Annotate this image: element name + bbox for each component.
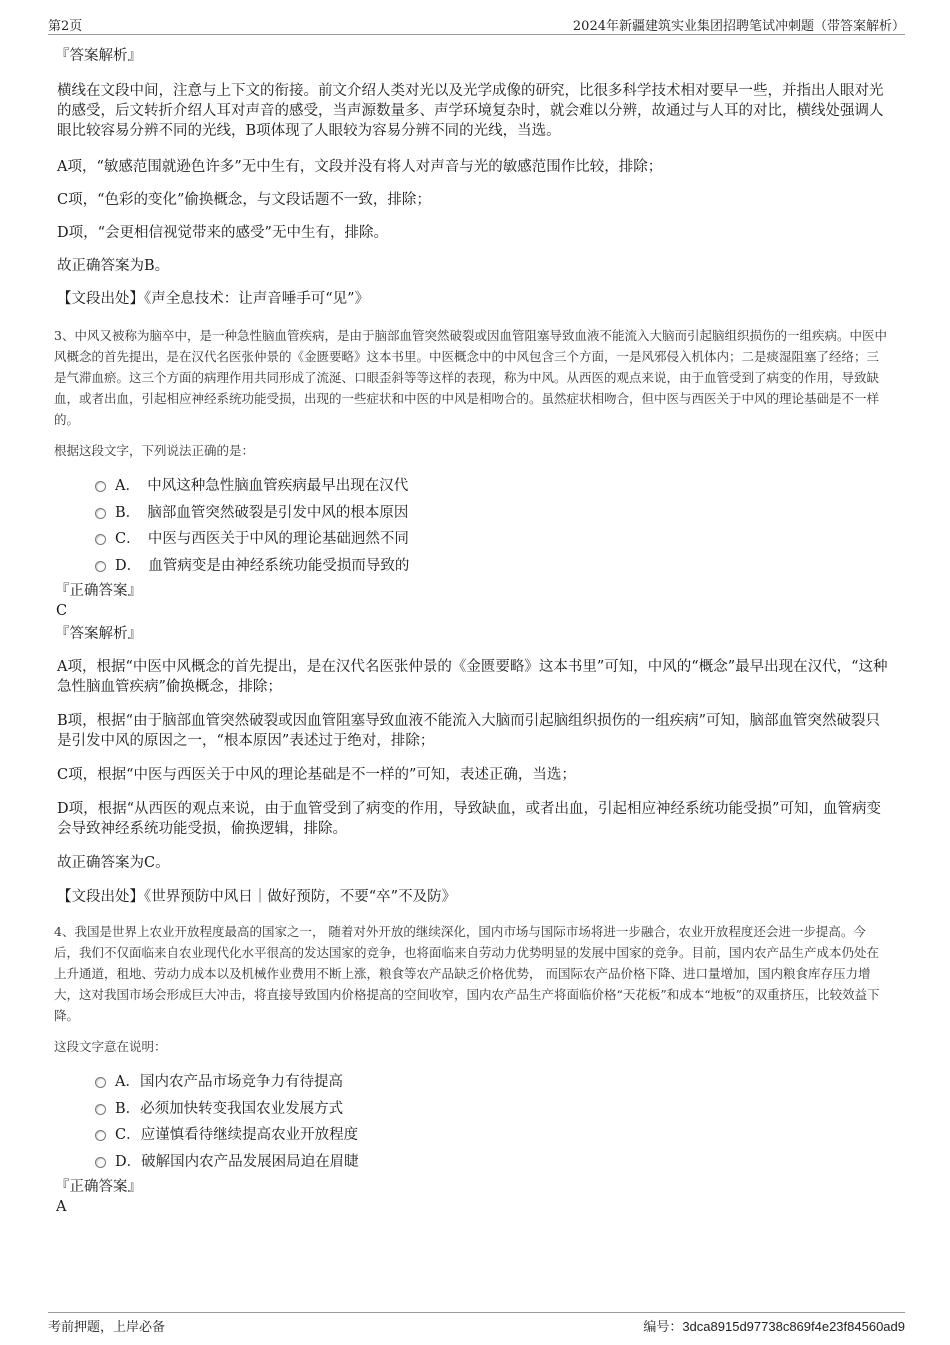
page-header bbox=[48, 12, 905, 35]
q2-source: 【文段出处】《声全息技术：让声音唾手可“见”》 bbox=[57, 291, 370, 307]
document-id: 编号：3dca8915d97738c869f4e23f84560ad9 bbox=[643, 1319, 905, 1334]
q4-question: 这段文字意在说明： bbox=[54, 1039, 167, 1054]
q3-options bbox=[57, 473, 890, 579]
radio-icon[interactable] bbox=[95, 561, 106, 572]
q3-option-b[interactable]: B． 脑部血管突然破裂是引发中风的根本原因 bbox=[57, 500, 890, 527]
document-body bbox=[54, 46, 890, 1217]
q2-analysis-c: C项，“色彩的变化”偷换概念，与文段话题不一致，排除； bbox=[57, 192, 431, 208]
radio-icon[interactable] bbox=[95, 508, 106, 519]
q3-option-a[interactable]: A． 中风这种急性脑血管疾病最早出现在汉代 bbox=[57, 473, 890, 500]
q4-options bbox=[57, 1069, 890, 1175]
radio-icon[interactable] bbox=[95, 534, 106, 545]
q4-passage: 4、我国是世界上农业开放程度最高的国家之一， 随着对外开放的继续深化，国内市场与国际市场将进一步融合，农业开放程度还会进一步提高。今后，我们不仅面临来自农业现代化水平很高的发达国家的竞争，也将面临来自劳动力优势明显的发展中国家的竞争。目前，国内农产品生产成本仍处在上升通道，租地、劳动力成本以及机械作业费用不断上涨，粮食等农产品缺乏价格优势， 而国际农产品价格下降、进口量增加，国内粮食库存压力增大，这对我国市场会形成巨大冲击，将直接导致国内价格提高的空间收窄，国内农产品生产将面临价格“天花板”和成本“地板”的双重挤压，比较效益下降。 bbox=[54, 924, 880, 1023]
q3-option-c[interactable]: C． 中医与西医关于中风的理论基础迥然不同 bbox=[57, 526, 890, 553]
radio-icon[interactable] bbox=[95, 481, 106, 492]
q3-conclusion: 故正确答案为C。 bbox=[57, 855, 170, 871]
q4-option-b[interactable]: B．必须加快转变我国农业发展方式 bbox=[57, 1096, 890, 1123]
q3-analysis-label: 『答案解析』 bbox=[55, 626, 142, 642]
radio-icon[interactable] bbox=[95, 1157, 106, 1168]
q3-option-d[interactable]: D． 血管病变是由神经系统功能受损而导致的 bbox=[57, 553, 890, 580]
radio-icon[interactable] bbox=[95, 1077, 106, 1088]
q3-answer-label: 『正确答案』 bbox=[55, 583, 142, 599]
q3-analysis-c: C项，根据“中医与西医关于中风的理论基础是不一样的”可知，表述正确，当选； bbox=[57, 767, 576, 783]
q3-passage: 3、中风又被称为脑卒中，是一种急性脑血管疾病，是由于脑部血管突然破裂或因血管阻塞导致血液不能流入大脑而引起脑组织损伤的一组疾病。中医中风概念的首先提出，是在汉代名医张仲景的《金匮要略》这本书里。中医概念中的中风包含三个方面，一是风邪侵入机体内；二是痰湿阻塞了经络；三是气滞血瘀。这三个方面的病理作用共同形成了流涎、口眼歪斜等等这样的表现，称为中风。从西医的观点来说，由于血管受到了病变的作用，导致缺血，或者出血，引起相应神经系统功能受损，出现的一些症状和中医的中风是相吻合的。虽然症状相吻合，但中医与西医关于中风的理论基础是不一样的。 bbox=[54, 328, 887, 427]
page-number: 第2页 bbox=[48, 19, 83, 34]
q3-analysis-a: A项，根据“中医中风概念的首先提出，是在汉代名医张仲景的《金匮要略》这本书里”可知，中风的“概念”最早出现在汉代，“这种急性脑血管疾病”偷换概念，排除； bbox=[57, 659, 888, 695]
q3-analysis-b: B项，根据“由于脑部血管突然破裂或因血管阻塞导致血液不能流入大脑而引起脑组织损伤的一组疾病”可知，脑部血管突然破裂只是引发中风的原因之一，“根本原因”表述过于绝对，排除； bbox=[57, 713, 880, 749]
q2-analysis-label: 『答案解析』 bbox=[55, 48, 142, 64]
q2-conclusion: 故正确答案为B。 bbox=[57, 258, 170, 274]
q4-answer-label: 『正确答案』 bbox=[55, 1179, 142, 1195]
q3-analysis-d: D项，根据“从西医的观点来说，由于血管受到了病变的作用，导致缺血，或者出血，引起相应神经系统功能受损”可知，血管病变会导致神经系统功能受损，偷换逻辑，排除。 bbox=[57, 801, 881, 837]
q2-analysis-a: A项，“敏感范围就逊色许多”无中生有，文段并没有将人对声音与光的敏感范围作比较，排除； bbox=[57, 159, 663, 175]
radio-icon[interactable] bbox=[95, 1104, 106, 1115]
q2-analysis-d: D项，“会更相信视觉带来的感受”无中生有，排除。 bbox=[57, 225, 388, 241]
q3-source: 【文段出处】《世界预防中风日｜做好预防，不要“卒”不及防》 bbox=[57, 889, 457, 905]
document-title: 2024年新疆建筑实业集团招聘笔试冲刺题（带答案解析） bbox=[572, 19, 905, 34]
q4-answer: A bbox=[56, 1199, 67, 1215]
q2-analysis-intro: 横线在文段中间，注意与上下文的衔接。前文介绍人类对光以及光学成像的研究，比很多科学技术相对要早一些，并指出人眼对光的感受，后文转折介绍人耳对声音的感受，当声源数量多、声学环境复杂时，就会难以分辨，故通过与人耳的对比，横线处强调人眼比较容易分辨不同的光线，B项体现了人眼较为容易分辨不同的光线，当选。 bbox=[57, 83, 884, 139]
radio-icon[interactable] bbox=[95, 1130, 106, 1141]
q4-option-a[interactable]: A．国内农产品市场竞争力有待提高 bbox=[57, 1069, 890, 1096]
q4-option-d[interactable]: D．破解国内农产品发展困局迫在眉睫 bbox=[57, 1149, 890, 1176]
q3-question: 根据这段文字，下列说法正确的是： bbox=[54, 443, 255, 458]
q3-answer: C bbox=[56, 603, 68, 619]
footer-slogan: 考前押题，上岸必备 bbox=[48, 1320, 166, 1335]
page-footer bbox=[48, 1312, 905, 1337]
q4-option-c[interactable]: C．应谨慎看待继续提高农业开放程度 bbox=[57, 1122, 890, 1149]
